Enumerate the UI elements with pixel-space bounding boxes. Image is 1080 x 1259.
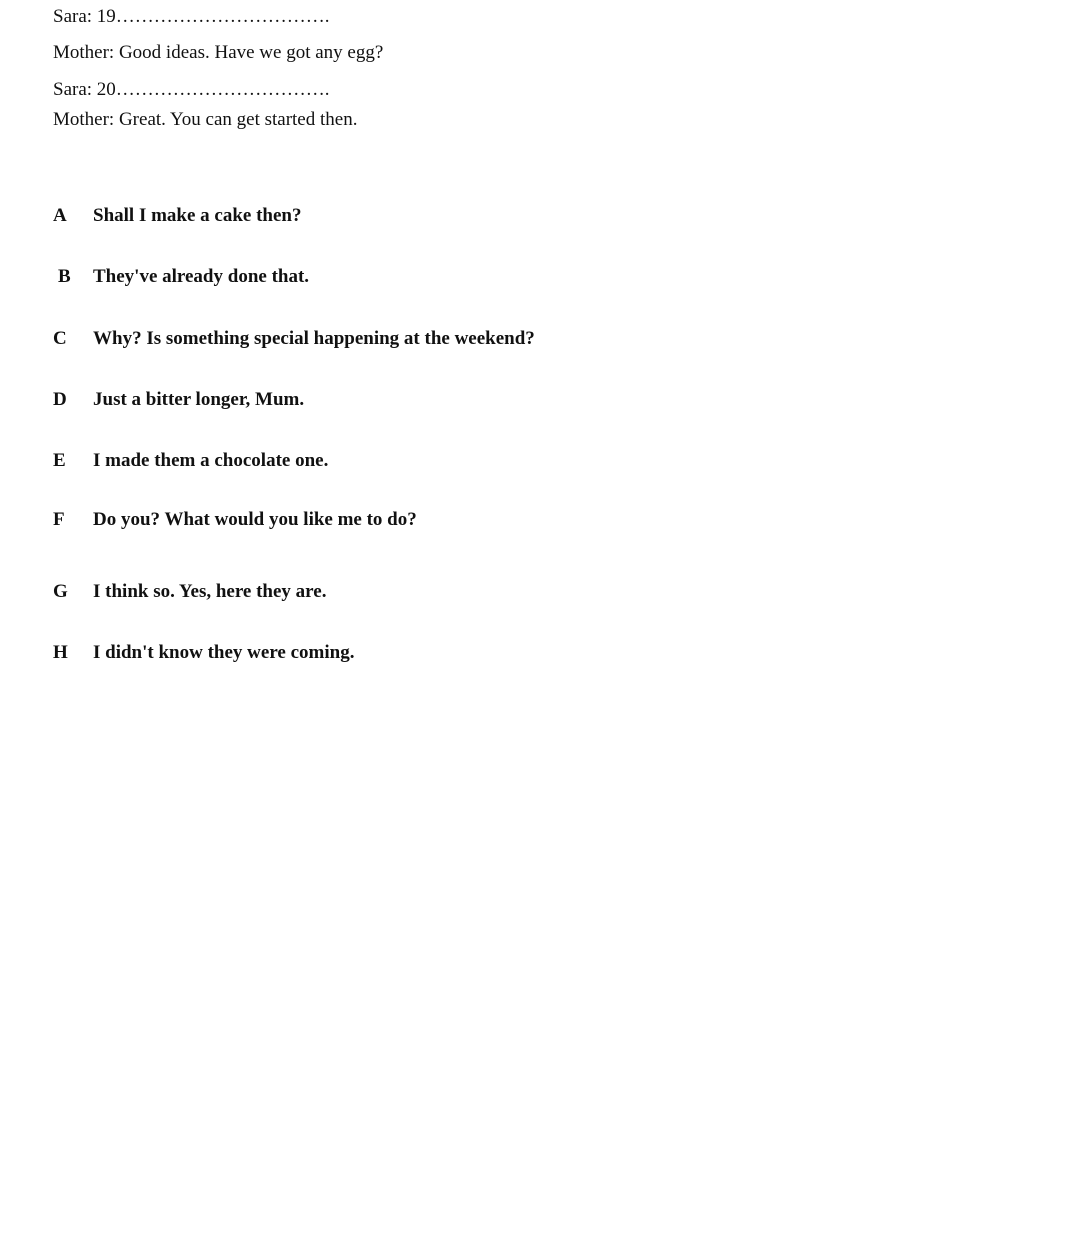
option-text: Do you? What would you like me to do? [93, 509, 417, 530]
option-letter: B [58, 266, 71, 287]
option-letter: F [53, 509, 65, 530]
option-letter: G [53, 581, 68, 602]
option-letter: E [53, 450, 66, 471]
option-letter: A [53, 205, 67, 226]
option-text: I think so. Yes, here they are. [93, 581, 327, 602]
option-text: They've already done that. [93, 266, 310, 287]
option-text: I didn't know they were coming. [93, 642, 355, 663]
dialogue-line-mother-started: Mother: Great. You can get started then. [53, 109, 358, 130]
option-text: Why? Is something special happening at the weekend? [93, 328, 535, 349]
dialogue-line-mother-eggs: Mother: Good ideas. Have we got any egg? [53, 42, 384, 63]
dialogue-line-sara-20: Sara: 20……………………………. [53, 79, 330, 100]
option-letter: D [53, 389, 67, 410]
option-letter: H [53, 642, 68, 663]
dialogue-line-sara-19: Sara: 19……………………………. [53, 6, 330, 27]
option-letter: C [53, 328, 67, 349]
option-text: Just a bitter longer, Mum. [93, 389, 305, 410]
option-text: Shall I make a cake then? [93, 205, 302, 226]
option-text: I made them a chocolate one. [93, 450, 329, 471]
